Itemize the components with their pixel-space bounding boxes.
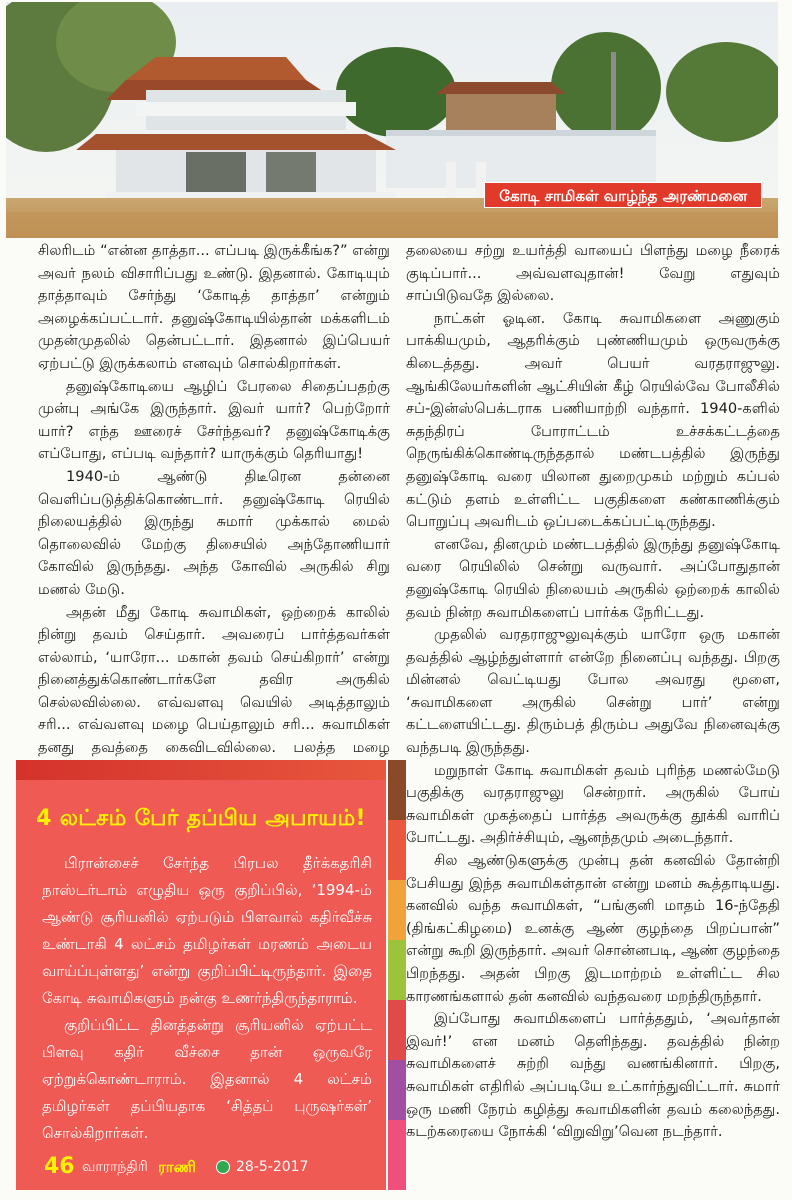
paragraph: அதன் மீது கோடி சுவாமிகள், ஒற்றைக் காலில் நின்று தவம் செய்தார். அவரைப் பார்த்தவர்கள் எல்லாம், ‘யாரோ... மகான் தவம் செய்கிறார்’ என்று நினைத்துக்கொண்டார்களே தவிர அருகில் செல்லவில்லை. எவ்வளவு வெயில் அடித்தாலும் சரி... எவ்வளவு மழை பெய்தாலும் சரி... சுவாமிகள் தனது தவத்தை கைவிடவில்லை. பலத்த மழை (38, 603, 390, 757)
paragraph: தலையை சற்று உயர்த்தி வாயைப் பிளந்து மழை நீரைக் குடிப்பார்... அவ்வளவுதான்! வேறு எதுவும் சாப்பிடுவதே இல்லை. (406, 242, 780, 305)
green-dot-icon (216, 1160, 230, 1174)
color-stripe (388, 1120, 406, 1190)
page-number: 46 (44, 1154, 75, 1179)
color-stripe (388, 940, 406, 1000)
box-body (16, 780, 386, 1190)
box-text (42, 850, 372, 1147)
paragraph: நாட்கள் ஓடின. கோடி சுவாமிகளை அணுகும் பாக்கியமும், ஆதரிக்கும் புண்ணியமும் ஒருவருக்கு கிடைத்தது. அவர் பெயர் வரதராஜுலு. ஆங்கிலேயர்களின் ஆட்சியின் கீழ் ரெயில்வே போலீசில் சப்-இன்ஸ்பெக்டராக பணியாற்றி வந்தார். 1940-களில் சுதந்திரப் போராட்டம் உச்சக்கட்டத்தை நெருங்கிக்கொண்டிருந்ததால் மண்டபத்தில் இருந்து தனுஷ்கோடி வரை யிலான துறைமுகம் மற்றும் கப்பல் கட்டும் தளம் உள்ளிட்ட பகுதிகளை கண்காணிக்கும் பொறுப்பு அவரிடம் ஒப்படைக்கப்பட்டிருந்தது. (406, 309, 780, 531)
paragraph: மறுநாள் கோடி சுவாமிகள் தவம் புரிந்த மணல்மேடு பகுதிக்கு வரதராஜுலு சென்றார். அருகில் போய் சுவாமிகள் முகத்தைப் பார்த்த அவருக்கு தூக்கி வாரிப் போட்டது. அதிர்ச்சியும், ஆனந்தமும் அடைந்தார். (406, 761, 780, 847)
issue-date: 28-5-2017 (236, 1159, 309, 1175)
color-stripe (388, 760, 406, 820)
paragraph: எனவே, தினமும் மண்டபத்தில் இருந்து தனுஷ்கோடி வரை ரெயிலில் சென்று வருவார். அப்போதுதான் தனுஷ்கோடி ரெயில் நிலையம் அருகில் ஒற்றைக் காலில் தவம் நின்ற சுவாமிகளைப் பார்க்க நேரிட்டது. (406, 535, 780, 621)
paragraph: தனுஷ்கோடியை ஆழிப் பேரலை சிதைப்பதற்கு முன்பு அங்கே இருந்தார். இவர் யார்? பெற்றோர் யார்? எந்த ஊரைச் சேர்ந்தவர்? தனுஷ்கோடிக்கு எப்போது, எப்படி வந்தார்? யாருக்கும் தெரியாது! (38, 377, 390, 463)
color-stripe (388, 1000, 406, 1060)
right-column (406, 240, 780, 1144)
color-stripe (388, 820, 406, 880)
left-column (38, 240, 390, 782)
box-paragraph: பிரான்சைச் சேர்ந்த பிரபல தீர்க்கதரிசி நாஸ்டர்டாம் எழுதிய ஒரு குறிப்பில், ‘1994-ம் ஆண்டு சூரியனில் ஏற்படும் பிளவால் கதிர்வீச்சு உண்டாகி 4 லட்சம் தமிழர்கள் மரணம் அடைய வாய்ப்புள்ளது’ என்று குறிப்பிட்டிருந்தார். இதை கோடி சுவாமிகளும் நன்கு உணர்ந்திருந்தாராம். (42, 854, 372, 1007)
box-header-strip (16, 760, 386, 782)
color-stripe (388, 1060, 406, 1120)
paragraph: முதலில் வரதராஜுலுவுக்கும் யாரோ ஒரு மகான் தவத்தில் ஆழ்ந்துள்ளார் என்றே நினைப்பு வந்தது. பிறகு மின்னல் வெட்டியது போல அவரது மூளை, ‘சுவாமிகளை அருகில் சென்று பார்’ என்று கட்டளையிட்டது. திரும்பத் திரும்ப அதுவே நினைவுக்கு வந்தபடி இருந்தது. (406, 626, 780, 757)
magazine-name: ராணி (158, 1158, 196, 1176)
sidebar-box (16, 760, 406, 1200)
photo-caption: கோடி சாமிகள் வாழ்ந்த அரண்மனை (484, 182, 762, 208)
box-title: 4 லட்சம் பேர் தப்பிய அபாயம்! (36, 806, 366, 831)
color-stripe (388, 880, 406, 940)
paragraph: சில ஆண்டுகளுக்கு முன்பு தன் கனவில் தோன்றி பேசியது இந்த சுவாமிகள்தான் என்று மனம் கூத்தாடியது. கனவில் வந்த சுவாமிகள், “பங்குனி மாதம் 16-ந்தேதி (திங்கட்கிழமை) உனக்கு ஆண் குழந்தை பிறப்பான்” என்று கூறி இருந்தார். அவர் சொன்னபடி, ஆண் குழந்தை பிறந்தது. அதன் பிறகு இடமாற்றம் உள்ளிட்ட சில காரணங்களால் தன் கனவில் வந்தவரை மறந்திருந்தார். (406, 852, 780, 1005)
paragraph: 1940-ம் ஆண்டு திடீரென தன்னை வெளிப்படுத்திக்கொண்டார். தனுஷ்கோடி ரெயில் நிலையத்தில் இருந்து சுமார் முக்கால் மைல் தொலைவில் மேற்கு திசையில் அந்தோணியார் கோவில் இருந்தது. அந்த கோவில் அருகில் சிறு மணல் மேடு. (38, 467, 390, 598)
box-paragraph: குறிப்பிட்ட தினத்தன்று சூரியனில் ஏற்பட்ட பிளவு கதிர் வீச்சை தான் ஒருவரே ஏற்றுக்கொண்டாராம். இதனால் 4 லட்சம் தமிழர்கள் தப்பியதாக ‘சித்தப் புருஷர்கள்’ சொல்கிறார்கள். (42, 1016, 372, 1142)
magazine-prefix: வாராந்திரி (82, 1159, 148, 1175)
paragraph: இப்போது சுவாமிகளைப் பார்த்ததும், ‘அவர்தான் இவர்!’ என மனம் தெளிந்தது. தவத்தில் நின்ற சுவாமிகளைச் சுற்றி வந்து வணங்கினார். பிறகு, சுவாமிகள் எதிரில் அப்படியே உட்கார்ந்துவிட்டார். சுமார் ஒரு மணி நேரம் கழித்து சுவாமிகளின் தவம் கலைந்தது. கடற்கரையை நோக்கி ‘விறுவிறு’வென நடந்தார். (406, 1010, 780, 1141)
paragraph: சிலரிடம் “என்ன தாத்தா... எப்படி இருக்கீங்க?” என்று அவர் நலம் விசாரிப்பது உண்டு. இதனால். கோடியும் தாத்தாவும் சேர்ந்து ‘கோடித் தாத்தா’ என்றும் அழைக்கப்பட்டார். தனுஷ்கோடியில்தான் மக்களிடம் முதன்முதலில் தென்பட்டார். இதனால் இப்பெயர் ஏற்பட்டு இருக்கலாம் எனவும் சொல்கிறார்கள். (38, 242, 390, 372)
